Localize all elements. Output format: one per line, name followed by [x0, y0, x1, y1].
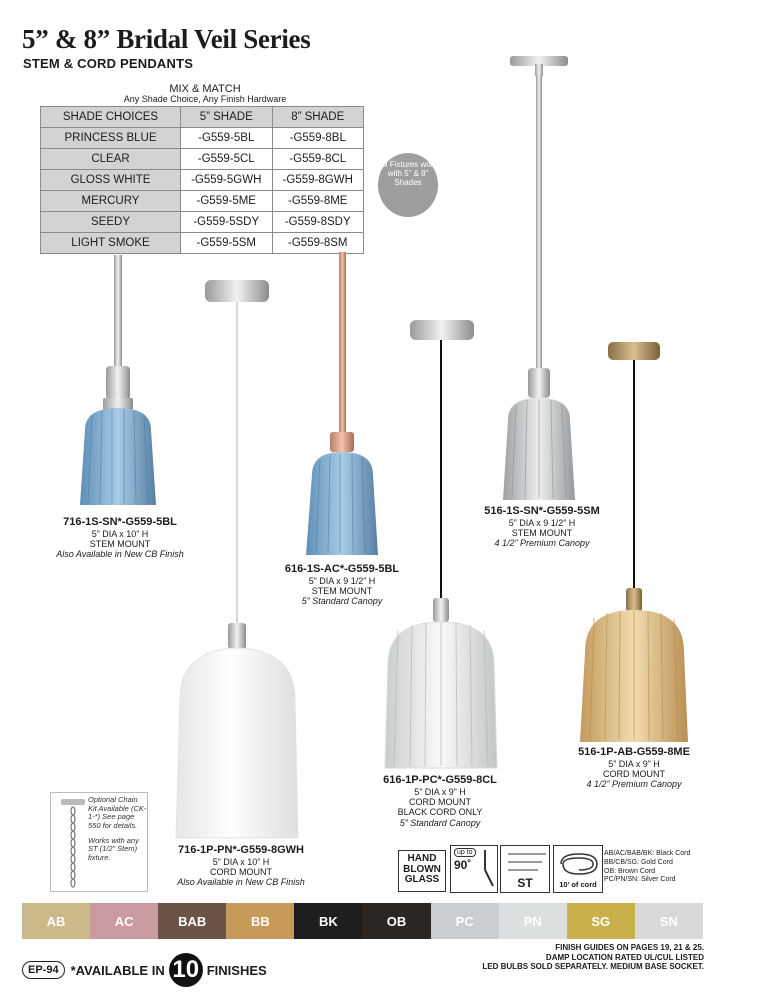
cord-color-item: AB/AC/BAB/BK: Black Cord [604, 850, 691, 857]
sku-label: 516-1P-AB-G559-8ME [578, 746, 690, 758]
mount-type: CORD MOUNT [210, 866, 272, 877]
finish-note: Also Available in New CB Finish [177, 877, 305, 888]
finish-swatch-ab: AB [22, 903, 90, 939]
chain-kit-note [88, 796, 148, 862]
table-cell: -G559-5SDY [181, 212, 273, 233]
table-cell: -G559-8SM [272, 233, 364, 254]
sku-label: 616-1P-PC*-G559-8CL [383, 774, 497, 786]
table-header-cell: SHADE CHOICES [41, 107, 181, 128]
table-cell: GLOSS WHITE [41, 170, 181, 191]
page-title: 5” & 8” Bridal Veil Series [22, 24, 311, 54]
caption-616-5bl [262, 563, 422, 607]
footer-availability [22, 953, 267, 987]
finish-swatch-bb: BB [226, 903, 294, 939]
table-header-cell: 5” SHADE [181, 107, 273, 128]
footer-notes [482, 943, 704, 972]
table-cell: -G559-8SDY [272, 212, 364, 233]
dimensions: 5” DIA x 9” H [608, 758, 660, 769]
page-number: EP-94 [22, 961, 65, 979]
badge-line: GLASS [404, 874, 440, 885]
footer-note: DAMP LOCATION RATED UL/CUL LISTED [545, 952, 704, 962]
finish-swatch-ob: OB [362, 903, 430, 939]
stem-badge [500, 845, 550, 893]
mix-match-subtitle: Any Shade Choice, Any Finish Hardware [123, 94, 287, 104]
fixture-716-5bl [80, 255, 156, 505]
table-cell: -G559-5SM [181, 233, 273, 254]
hand-blown-glass-badge [398, 850, 446, 892]
table-cell: -G559-8GWH [272, 170, 364, 191]
caption-516-8me [554, 746, 714, 790]
finish-swatch-pn: PN [499, 903, 567, 939]
finish-count: 10 [169, 953, 203, 987]
dimensions: 5” DIA x 9” H [414, 786, 466, 797]
fixture-516-5sm [503, 56, 575, 500]
caption-716-5bl [40, 516, 200, 560]
dimensions: 5” DIA x 10” H [212, 856, 270, 867]
cord-color-list [604, 850, 690, 885]
chain-kit-compat: Works with any ST (1/2” Stem) fixture. [88, 835, 139, 862]
footer-note: LED BULBS SOLD SEPARATELY. MEDIUM BASE SOCKET. [482, 962, 704, 972]
badge-line: BLOWN [403, 863, 441, 875]
swivel-icon [475, 850, 495, 890]
sku-label: 716-1P-PN*-G559-8GWH [178, 844, 304, 856]
finish-swatch-ac: AC [90, 903, 158, 939]
table-cell: -G559-5BL [181, 128, 273, 149]
table-cell: SEEDY [41, 212, 181, 233]
caption-716-8gwh [158, 844, 324, 888]
caption-616-8cl [360, 774, 520, 828]
table-cell: -G559-8BL [272, 128, 364, 149]
finishes-text: FINISHES [206, 962, 267, 978]
caption-516-5sm [462, 505, 622, 549]
mount-type: STEM MOUNT [311, 585, 373, 596]
table-cell: MERCURY [41, 191, 181, 212]
footer-note: FINISH GUIDES ON PAGES 19, 21 & 25. [555, 943, 704, 952]
cord-length-badge [553, 845, 603, 893]
badge-line: HAND [407, 853, 437, 864]
table-header-cell: 8” SHADE [272, 107, 364, 128]
canopy-note: 4 1/2” Premium Canopy [494, 538, 590, 549]
table-cell: CLEAR [41, 149, 181, 170]
mount-type: CORD MOUNT [409, 796, 471, 807]
cord-color-item: PC/PN/SN: Silver Cord [604, 876, 676, 884]
finish-swatch-pc: PC [431, 903, 499, 939]
table-cell: -G559-5GWH [181, 170, 273, 191]
canopy-note: 5” Standard Canopy [301, 596, 383, 607]
finish-swatch-bk: BK [294, 903, 362, 939]
dimensions: 5” DIA x 10” H [91, 528, 149, 539]
finish-note: Also Available in New CB Finish [56, 549, 184, 560]
cord-note: BLACK CORD ONLY [397, 807, 483, 818]
mix-match-title: MIX & MATCH [169, 83, 241, 95]
table-cell: -G559-5ME [181, 191, 273, 212]
dimensions: 5” DIA x 9 1/2” H [508, 517, 576, 528]
finish-swatch-sg: SG [567, 903, 635, 939]
table-cell: LIGHT SMOKE [41, 233, 181, 254]
table-cell: -G559-5CL [181, 149, 273, 170]
available-text: *AVAILABLE IN [70, 962, 165, 978]
canopy-note: 4 1/2” Premium Canopy [586, 779, 682, 790]
cord-coil-icon [555, 849, 603, 879]
sku-label: 516-1S-SN*-G559-5SM [484, 505, 600, 517]
dimensions: 5” DIA x 9 1/2” H [308, 575, 376, 586]
finish-swatches [22, 903, 703, 939]
sku-label: 716-1S-SN*-G559-5BL [63, 516, 177, 528]
cord-length-label: 10’ of cord [559, 880, 597, 889]
all-fixtures-bubble: All Fixtures work with 5” & 8” Shades [378, 153, 438, 217]
chain-icon [53, 793, 93, 891]
mount-type: STEM MOUNT [511, 527, 573, 538]
table-cell: -G559-8CL [272, 149, 364, 170]
page-subtitle: STEM & CORD PENDANTS [23, 56, 194, 71]
table-cell: -G559-8ME [272, 191, 364, 212]
fixture-616-5bl [306, 252, 378, 555]
mount-type: STEM MOUNT [89, 538, 151, 549]
table-cell: PRINCESS BLUE [41, 128, 181, 149]
sku-label: 616-1S-AC*-G559-5BL [284, 563, 400, 575]
swivel-badge [450, 845, 498, 893]
up-to-label: up to [454, 848, 476, 857]
canopy-note: 5” Standard Canopy [399, 817, 481, 828]
cord-color-item: BB/CB/SG: Gold Cord [604, 858, 673, 866]
finish-swatch-bab: BAB [158, 903, 226, 939]
finish-swatch-sn: SN [635, 903, 703, 939]
stem-lengths-icon [502, 848, 550, 878]
mount-type: CORD MOUNT [603, 768, 665, 779]
st-label: ST [517, 876, 533, 890]
degree-label: 90˚ [454, 858, 472, 872]
cord-color-item: OB: Brown Cord [604, 867, 655, 875]
chain-kit-availability: Optional Chain Kit Available (CK-1-*) See page 550 for details. [88, 795, 147, 830]
